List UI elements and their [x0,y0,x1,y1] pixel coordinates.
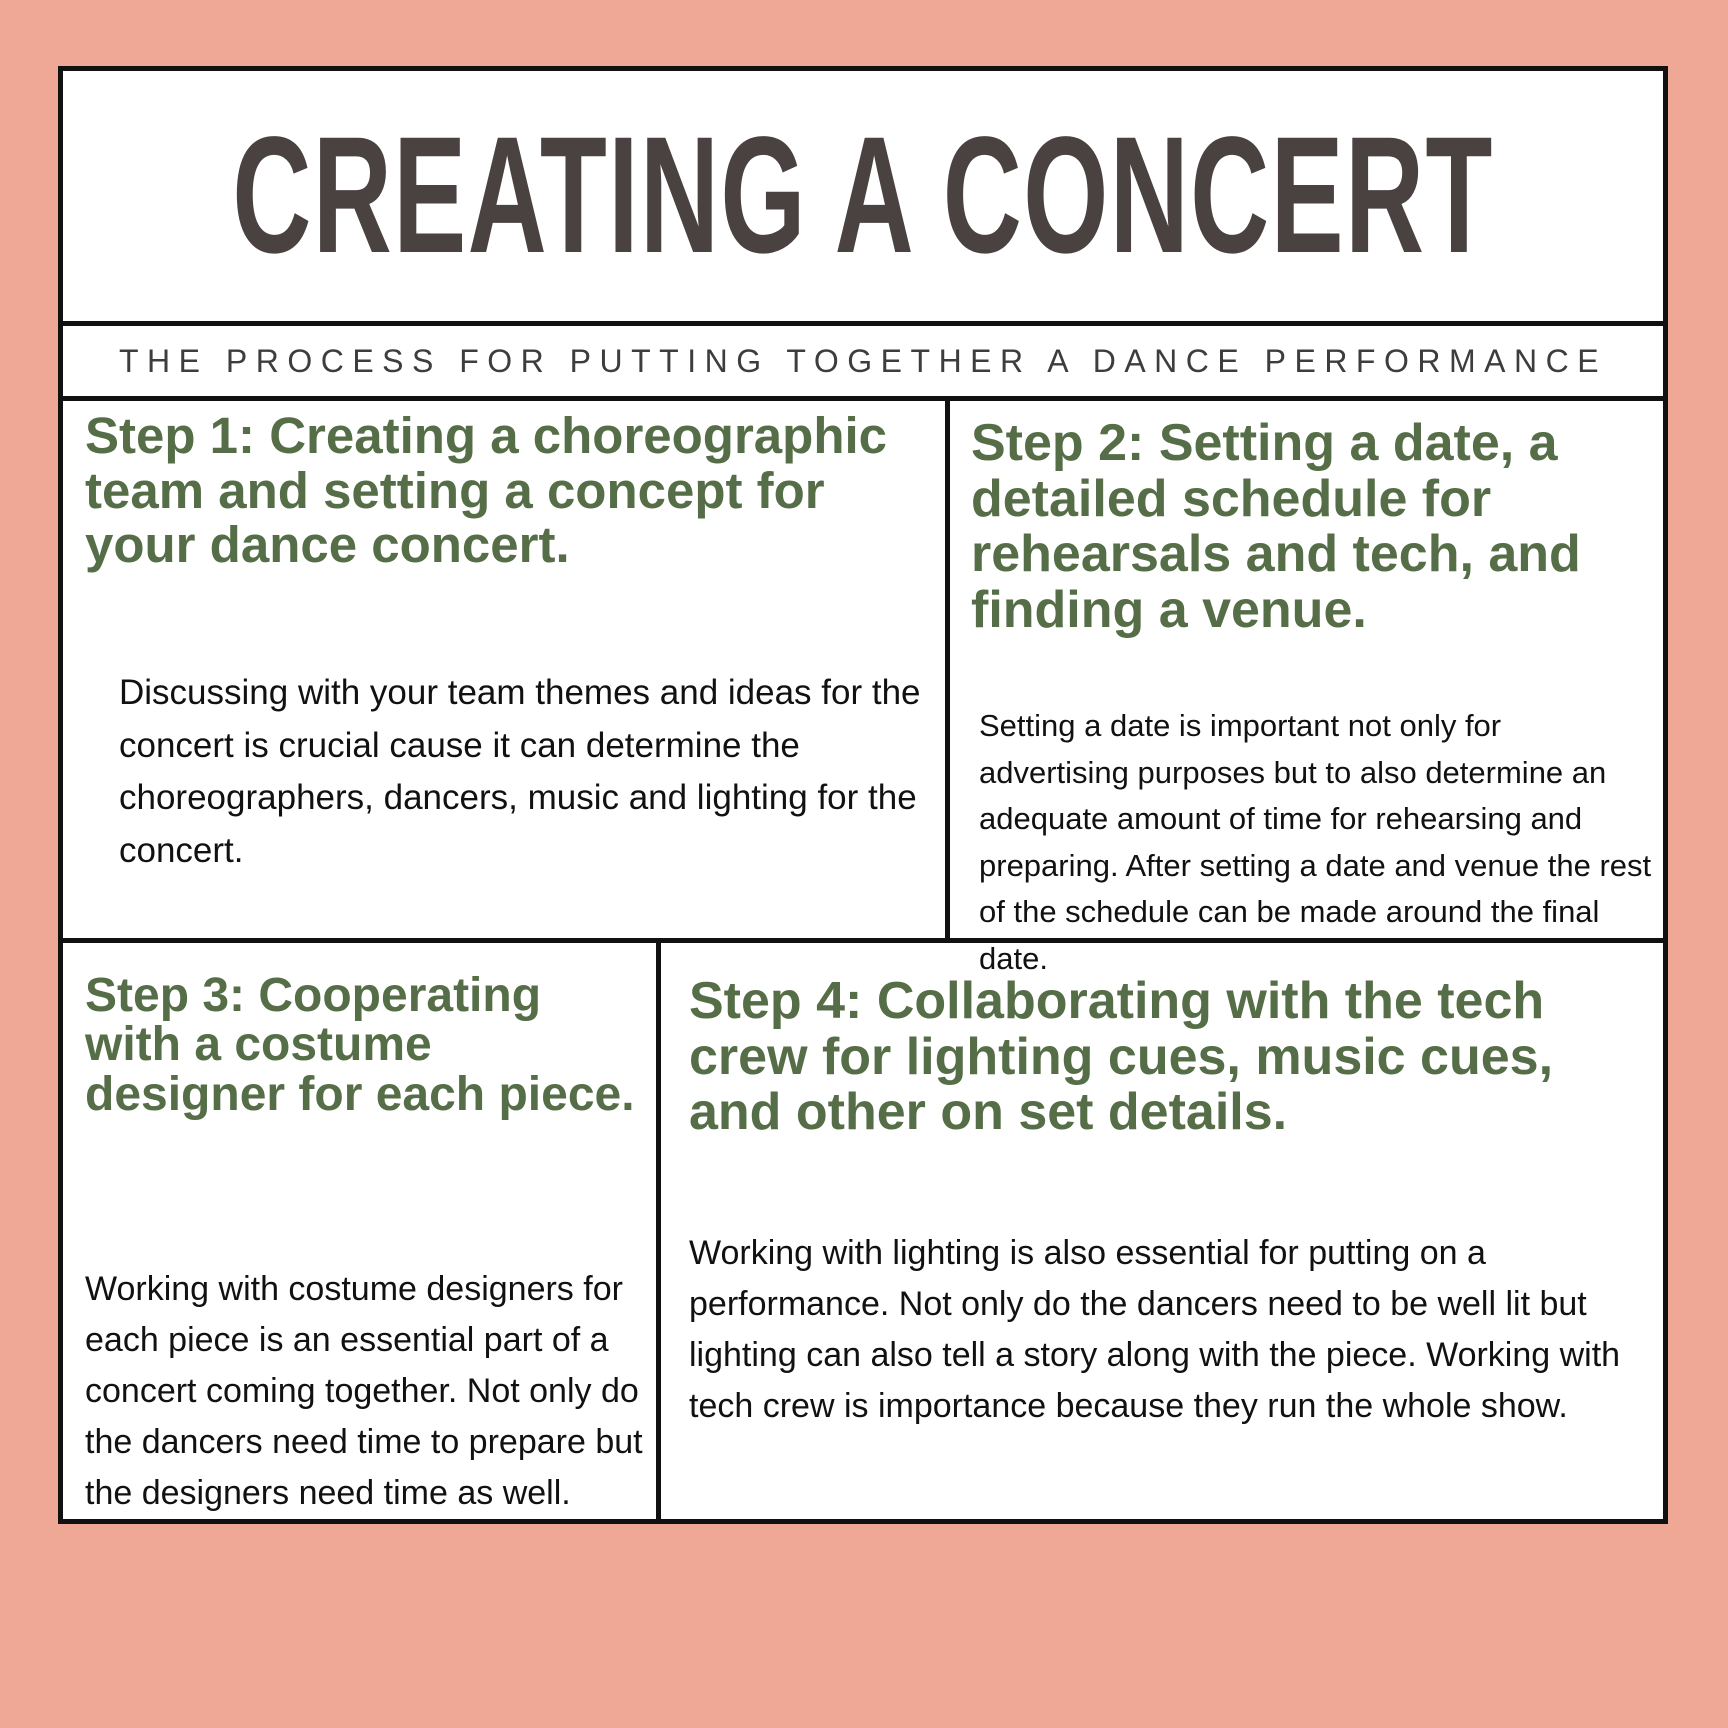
divider-subtitle [63,396,1663,401]
step-1-heading: Step 1: Creating a choreographic team and setting a concept for your dance concert. [85,407,888,574]
step-2-heading: Step 2: Setting a date, a detailed schedule for rehearsals and tech, and finding a venue. [971,414,1581,639]
step-3-body: Working with costume designers for each piece is an essential part of a concert coming together. Not only do the dancers need time to prepare but the designers need time as well. [85,1270,643,1512]
step-2-body: Setting a date is important not only for advertising purposes but to also determine an adequate amount of time for rehearsing and preparing. After setting a date and venue the rest of the schedule can be made around the final date. [979,708,1652,976]
step-1-body: Discussing with your team themes and ideas for the concert is crucial cause it can determine the choreographers, dancers, music and lighting for the concert. [119,673,921,870]
step-3-heading: Step 3: Cooperating with a costume designer for each piece. [85,969,635,1121]
step-4-body: Working with lighting is also essential for putting on a performance. Not only do the dancers need to be well lit but lighting can also tell a story along with the piece. Working with tech crew is importance because they run the whole show. [689,1234,1621,1425]
page-title: CREATING A CONCERT [232,103,1494,288]
divider-bottom-columns [656,943,661,1524]
page-subtitle: THE PROCESS FOR PUTTING TOGETHER A DANCE PERFORMANCE [118,342,1608,379]
poster-frame [58,66,1668,1524]
step-4-heading: Step 4: Collaborating with the tech crew for lighting cues, music cues, and other on set details. [689,972,1554,1142]
